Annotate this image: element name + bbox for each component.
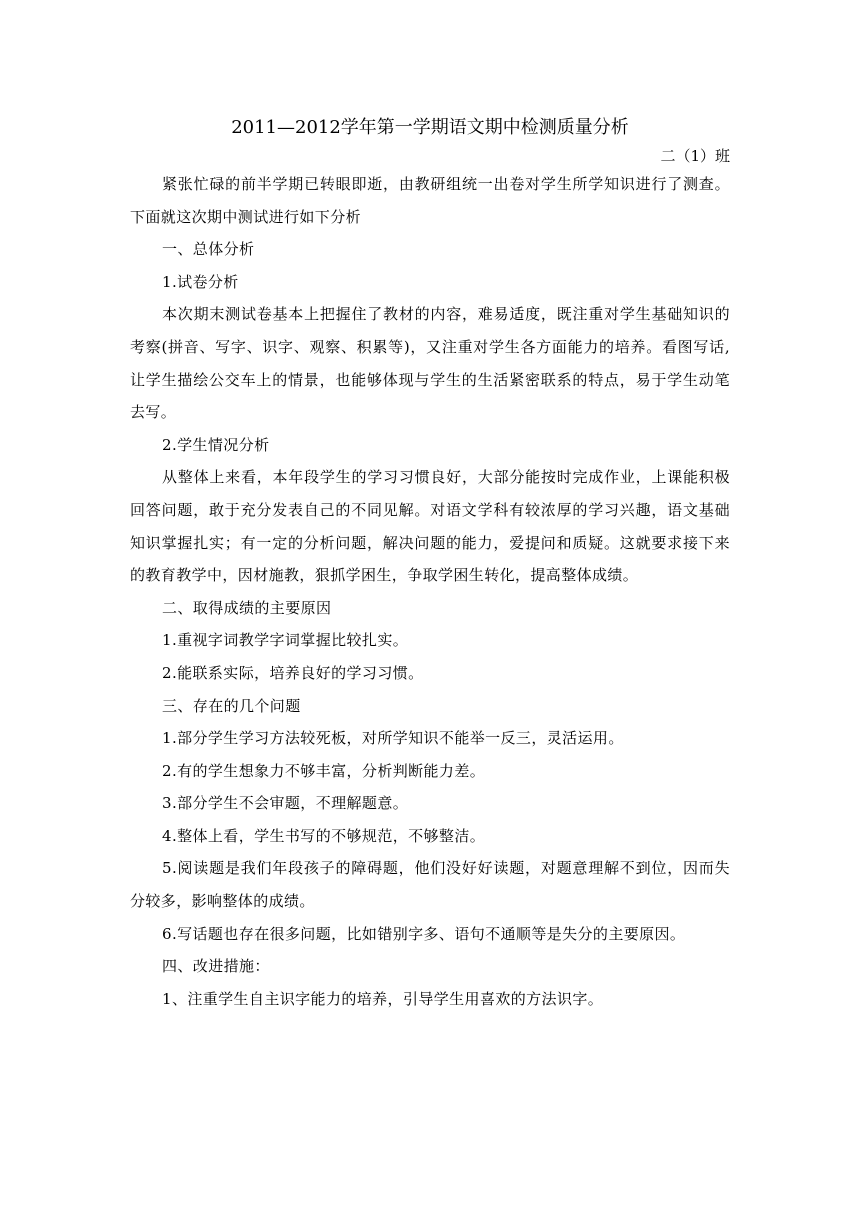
section-heading-problems: 三、存在的几个问题 [162, 696, 301, 715]
document-title: 2011—2012学年第一学期语文期中检测质量分析 [231, 117, 629, 138]
section-heading-overall-analysis: 一、总体分析 [162, 240, 255, 259]
list-item: 3.部分学生不会审题，不理解题意。 [162, 794, 409, 813]
list-item: 2.能联系实际，培养良好的学习习惯。 [162, 663, 424, 682]
list-item: 1、注重学生自主识字能力的培养，引导学生用喜欢的方法识字。 [162, 989, 604, 1008]
paper-analysis-paragraph: 本次期末测试卷基本上把握住了教材的内容，难易适度，既注重对学生基础知识的考察(拼音、写字、识字、观察、积累等)，又注重对学生各方面能力的培养。看图写话, 让学生描绘公交车上的情景，也能够体现与学生的生活紧密联系的特点，易于学生动笔去写。 [130, 305, 730, 422]
intro-paragraph: 紧张忙碌的前半学期已转眼即逝，由教研组统一出卷对学生所学知识进行了测查。下面就这次期中测试进行如下分析 [130, 175, 730, 226]
subheading-student-analysis: 2.学生情况分析 [162, 435, 270, 454]
subheading-paper-analysis: 1.试卷分析 [162, 272, 239, 291]
list-item: 1.重视字词教学字词掌握比较扎实。 [162, 631, 409, 650]
section-heading-improvements: 四、改进措施： [162, 957, 270, 976]
student-analysis-paragraph: 从整体上来看，本年段学生的学习习惯良好，大部分能按时完成作业，上课能积极回答问题，敢于充分发表自己的不同见解。对语文学科有较浓厚的学习兴趣，语文基础知识掌握扎实；有一定的分析问题，解决问题的能力，爱提问和质疑。这就要求接下来的教育教学中，因材施教，狠抓学困生，争取学困生转化，提高整体成绩。 [130, 468, 730, 585]
document-body [130, 112, 730, 1015]
section-heading-reasons: 二、取得成绩的主要原因 [162, 598, 332, 617]
list-item: 5.阅读题是我们年段孩子的障碍题，他们没好好读题，对题意理解不到位，因而失分较多，影响整体的成绩。 [130, 859, 730, 911]
list-item: 6.写话题也存在很多问题，比如错别字多、语句不通顺等是失分的主要原因。 [162, 924, 686, 943]
list-item: 2.有的学生想象力不够丰富，分析判断能力差。 [162, 761, 486, 780]
class-label: 二（1）班 [660, 147, 730, 165]
list-item: 4.整体上看，学生书写的不够规范，不够整洁。 [162, 826, 486, 845]
list-item: 1.部分学生学习方法较死板，对所学知识不能举一反三，灵活运用。 [162, 729, 624, 748]
